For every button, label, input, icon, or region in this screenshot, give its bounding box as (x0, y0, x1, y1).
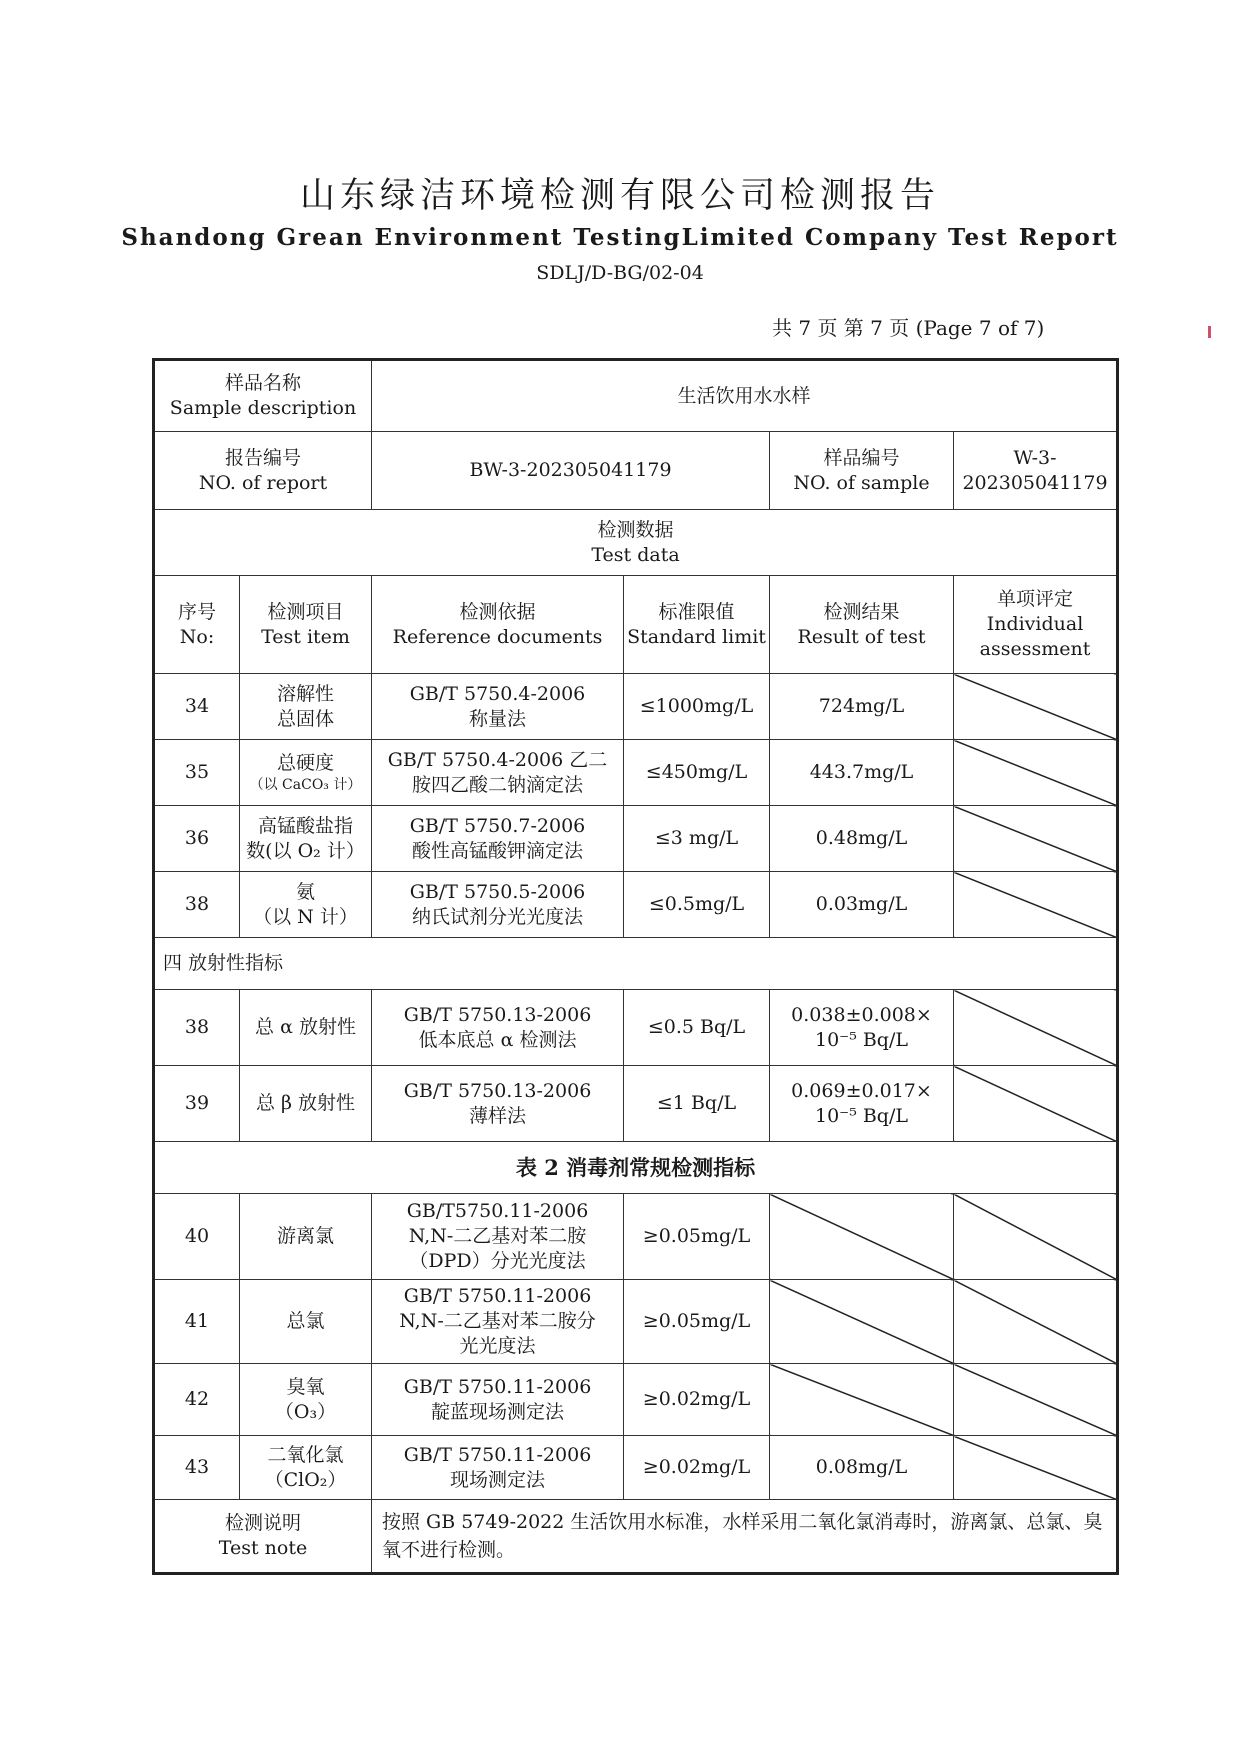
row-limit: ≤450mg/L (624, 740, 770, 806)
row-reference (372, 1364, 624, 1436)
row-reference (372, 806, 624, 872)
header-reference (372, 576, 624, 674)
row-reference (372, 1194, 624, 1280)
header-standard-limit (624, 576, 770, 674)
ref-line: GB/T 5750.11-2006 (403, 1285, 592, 1308)
row-no: 41 (154, 1280, 240, 1364)
report-title-en: Shandong Grean Environment TestingLimited Company Test Report (121, 224, 1119, 251)
result-line: 0.038±0.008× (791, 1003, 932, 1026)
label-en: NO. of sample (793, 471, 930, 494)
ref-line: GB/T 5750.5-2006 (409, 880, 586, 903)
title-en: Test data (591, 543, 680, 566)
ref-line: N,N-二乙基对苯二胺分 (399, 1310, 596, 1333)
row-assessment-slash (954, 1066, 1118, 1142)
ref-line: 低本底总 α 检测法 (418, 1028, 577, 1051)
row-reference (372, 1280, 624, 1364)
item-line: 数(以 O₂ 计） (246, 839, 365, 862)
label-cn: 样品名称 (224, 372, 301, 395)
section-title: 四 放射性指标 (154, 938, 1118, 990)
report-number-label (154, 432, 372, 510)
table2-caption: 表 2 消毒剂常规检测指标 (154, 1142, 1118, 1194)
row-item (240, 674, 372, 740)
label-en: NO. of report (198, 471, 328, 494)
table-row (154, 990, 1118, 1066)
row-no: 35 (154, 740, 240, 806)
row-no: 40 (154, 1194, 240, 1280)
row-reference (372, 674, 624, 740)
report-title-cn: 山东绿洁环境检测有限公司检测报告 (299, 176, 940, 216)
header-cn: 单项评定 (997, 588, 1074, 611)
ref-line: GB/T 5750.11-2006 (403, 1375, 592, 1398)
sample-number-value: W-3-202305041179 (954, 432, 1118, 510)
ref-line: GB/T5750.11-2006 (406, 1200, 589, 1223)
row-item: 总 α 放射性 (240, 990, 372, 1066)
ref-line: 薄样法 (468, 1104, 526, 1127)
table-row (154, 1194, 1118, 1280)
header-en: Result of test (797, 625, 926, 648)
test-note-text: 按照 GB 5749-2022 生活饮用水标准，水样采用二氧化氯消毒时，游离氯、总氯、臭氧不进行检测。 (372, 1500, 1118, 1574)
row-result: 0.08mg/L (770, 1436, 954, 1500)
document-code: SDLJ/D-BG/02-04 (536, 262, 704, 284)
table-row (154, 1364, 1118, 1436)
row-no: 34 (154, 674, 240, 740)
row-limit: ≤1000mg/L (624, 674, 770, 740)
row-no: 36 (154, 806, 240, 872)
row-result: 724mg/L (770, 674, 954, 740)
header-en: assessment (979, 637, 1091, 660)
row-item (240, 740, 372, 806)
row-reference (372, 1436, 624, 1500)
ref-line: 光光度法 (459, 1334, 536, 1357)
row-reference (372, 990, 624, 1066)
ref-line: 胺四乙酸二钠滴定法 (411, 773, 583, 796)
header-en: Standard limit (627, 625, 766, 648)
test-note-row (154, 1500, 1118, 1574)
table-row (154, 1436, 1118, 1500)
sample-description-label (154, 360, 372, 432)
ref-line: GB/T 5750.11-2006 (403, 1443, 592, 1466)
item-line: 总硬度 (276, 752, 334, 775)
sample-description-row (154, 360, 1118, 432)
label-en: Test note (218, 1537, 308, 1559)
section-row (154, 938, 1118, 990)
report-table (152, 358, 1119, 1575)
ref-line: （DPD）分光光度法 (409, 1249, 586, 1272)
row-item: 总氯 (240, 1280, 372, 1364)
ref-line: GB/T 5750.13-2006 (403, 1003, 592, 1026)
ref-line: 酸性高锰酸钾滴定法 (411, 839, 583, 862)
row-limit: ≤3 mg/L (624, 806, 770, 872)
ref-line: N,N-二乙基对苯二胺 (408, 1225, 587, 1248)
row-result-slash (770, 1194, 954, 1280)
item-line: （以 CaCO₃ 计） (249, 776, 362, 793)
row-result: 0.48mg/L (770, 806, 954, 872)
report-number-value: BW-3-202305041179 (372, 432, 770, 510)
row-item: 总 β 放射性 (240, 1066, 372, 1142)
test-data-title (154, 510, 1118, 576)
row-assessment-slash (954, 806, 1118, 872)
row-assessment-slash (954, 990, 1118, 1066)
result-line: 0.069±0.017× (791, 1079, 932, 1102)
row-limit: ≤1 Bq/L (624, 1066, 770, 1142)
row-no: 38 (154, 990, 240, 1066)
row-item (240, 806, 372, 872)
label-en: Sample description (169, 397, 357, 419)
ref-line: GB/T 5750.13-2006 (403, 1079, 592, 1102)
row-assessment-slash (954, 740, 1118, 806)
header-test-item (240, 576, 372, 674)
item-line: 二氧化氯 (267, 1443, 344, 1466)
title-cn: 检测数据 (597, 518, 674, 541)
item-line: 总固体 (276, 707, 334, 730)
sample-number-label (770, 432, 954, 510)
ref-line: 靛蓝现场测定法 (430, 1400, 564, 1423)
row-assessment-slash (954, 872, 1118, 938)
row-assessment-slash (954, 674, 1118, 740)
ref-line: GB/T 5750.4-2006 乙二 (387, 748, 608, 771)
item-line: （ClO₂） (264, 1468, 347, 1491)
item-line: 溶解性 (276, 682, 334, 705)
item-line: 氨 (295, 880, 315, 903)
test-data-title-row (154, 510, 1118, 576)
header-cn: 序号 (177, 600, 216, 623)
label-cn: 报告编号 (224, 446, 301, 469)
row-item: 游离氯 (240, 1194, 372, 1280)
row-reference (372, 1066, 624, 1142)
row-no: 39 (154, 1066, 240, 1142)
item-line: 高锰酸盐指 (257, 814, 353, 837)
row-no: 38 (154, 872, 240, 938)
row-result (770, 1066, 954, 1142)
row-item (240, 1364, 372, 1436)
row-result: 0.03mg/L (770, 872, 954, 938)
item-line: （以 N 计） (253, 905, 358, 928)
row-assessment-slash (954, 1280, 1118, 1364)
label-cn: 样品编号 (823, 446, 900, 469)
row-result-slash (770, 1280, 954, 1364)
row-limit: ≥0.02mg/L (624, 1436, 770, 1500)
column-header-row (154, 576, 1118, 674)
row-no: 43 (154, 1436, 240, 1500)
table-row (154, 1066, 1118, 1142)
ref-line: 称量法 (468, 707, 526, 730)
header-en: Individual (986, 613, 1084, 636)
table2-caption-row (154, 1142, 1118, 1194)
row-result (770, 990, 954, 1066)
row-item (240, 872, 372, 938)
result-line: 10⁻⁵ Bq/L (814, 1028, 908, 1051)
header-en: Test item (261, 625, 350, 648)
ref-line: GB/T 5750.7-2006 (409, 814, 586, 837)
ref-line: 现场测定法 (449, 1468, 545, 1491)
row-result: 443.7mg/L (770, 740, 954, 806)
header-en: Reference documents (392, 625, 603, 648)
result-line: 10⁻⁵ Bq/L (814, 1104, 908, 1127)
row-limit: ≥0.05mg/L (624, 1194, 770, 1280)
report-number-row (154, 432, 1118, 510)
row-limit: ≤0.5 Bq/L (624, 990, 770, 1066)
header-en: No: (179, 625, 215, 648)
row-assessment-slash (954, 1436, 1118, 1500)
item-line: （O₃） (274, 1400, 337, 1423)
page-info: 共 7 页 第 7 页 (Page 7 of 7) (772, 316, 1045, 340)
row-no: 42 (154, 1364, 240, 1436)
row-item (240, 1436, 372, 1500)
row-limit: ≥0.02mg/L (624, 1364, 770, 1436)
ref-line: 纳氏试剂分光光度法 (411, 905, 583, 928)
sample-description-value: 生活饮用水水样 (372, 360, 1118, 432)
header-cn: 检测项目 (267, 600, 344, 623)
table-row (154, 1280, 1118, 1364)
label-cn: 检测说明 (224, 1512, 301, 1535)
header-cn: 检测依据 (459, 600, 536, 623)
table-row (154, 806, 1118, 872)
row-limit: ≤0.5mg/L (624, 872, 770, 938)
row-result-slash (770, 1364, 954, 1436)
row-assessment-slash (954, 1364, 1118, 1436)
row-limit: ≥0.05mg/L (624, 1280, 770, 1364)
header-no (154, 576, 240, 674)
item-line: 臭氧 (286, 1375, 325, 1398)
table-row (154, 674, 1118, 740)
header-assessment (954, 576, 1118, 674)
margin-mark (1208, 326, 1211, 338)
table-row (154, 872, 1118, 938)
header-cn: 标准限值 (658, 600, 735, 623)
table-row (154, 740, 1118, 806)
ref-line: GB/T 5750.4-2006 (409, 682, 586, 705)
row-reference (372, 740, 624, 806)
test-note-label (154, 1500, 372, 1574)
header-result (770, 576, 954, 674)
header-cn: 检测结果 (823, 600, 900, 623)
row-assessment-slash (954, 1194, 1118, 1280)
row-reference (372, 872, 624, 938)
